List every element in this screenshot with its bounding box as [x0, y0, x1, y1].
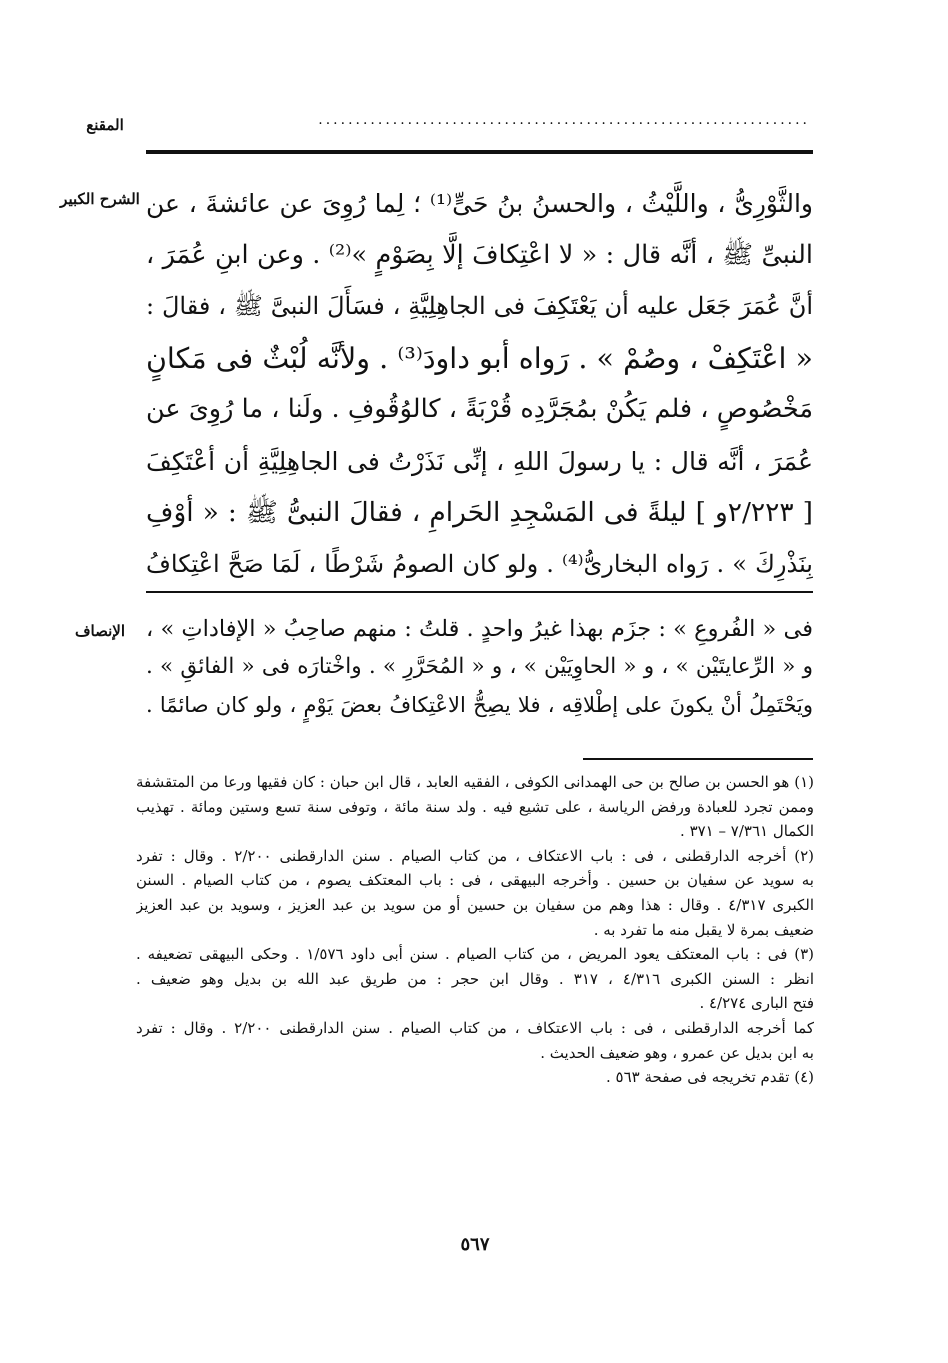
footnote-line: انظر : السنن الكبرى ٤/٣١٦ ، ٣١٧ . وقال ابن حجر : من طريق عبد الله بن بديل وهو ضعيف . [136, 969, 814, 988]
footnote-line: به ابن بديل عن عمرو ، وهو ضعيف الحديث . [540, 1043, 814, 1062]
insaf-line: و « الرِّعايتَيْن » ، و « الحاوِيَيْن » ، و « المُحَرَّرِ » . واخْتارَه فى « الفائقِ » . [146, 654, 813, 679]
footnote-line: (٢) أخرجه الدارقطنى ، فى : باب الاعتكاف ، من كتاب الصيام . سنن الدارقطنى ٢/٢٠٠ . وقال : تفرد [136, 846, 814, 865]
footnote-line: (١) هو الحسن بن صالح بن حى الهمدانى الكوفى ، الفقيه العابد ، قال ابن حبان : كان فقيها ورعا من المتقشفة [136, 773, 814, 791]
footnote-line: الكمال ٧/٣٦١ – ٣٧١ . [680, 822, 814, 841]
footnote-line: فتح البارى ٤/٢٧٤ . [699, 994, 814, 1013]
sharh-line: بِنَذْرِكَ » . رَواه البخارىُّ⁽⁴⁾ . ولو كان الصومُ شَرْطًا ، لَمَا صَحَّ اعْتِكافُ [146, 549, 813, 578]
sharh-line: عُمَرَ ، أنَّه قال : يا رسولَ اللهِ ، إنِّى نَذَرْتُ فى الجاهِلِيَّةِ أن أعْتَكِفَ [146, 446, 813, 476]
footnotes [136, 770, 814, 1090]
footnote-divider [583, 758, 813, 760]
section-divider [146, 591, 813, 593]
footnote-line: وممن تجرد للعبادة ورفض الرياسة ، على تشيع فيه . ولد سنة مائة ، وتوفى سنة تسع وستين ومائة . تهذيب [136, 797, 814, 816]
header-dot-leader: ·································································· [318, 116, 810, 132]
footnote-line: (٣) فى : باب المعتكف يعود المريض ، من كتاب الصيام . سنن أبى داود ١/٥٧٦ . وحكى البيهقى تضعيفه . [136, 945, 814, 964]
sharh-line: النبىِّ ﷺ ، أنَّه قال : « لا اعْتِكافَ إلَّا بِصَوْمٍ »⁽²⁾ . وعن ابنِ عُمَرَ ، [146, 239, 813, 270]
sharh-line: « اعْتَكِفْ ، وصُمْ » . رَواه أبو داودَ⁽³⁾ . ولأنَّه لُبْثٌ فى مَكانٍ [146, 341, 813, 375]
page-number: ٥٦٧ [460, 1234, 490, 1255]
sharh-text [146, 178, 813, 590]
sharh-line: والثَّوْرِىُّ ، واللَّيْثُ ، والحسنُ بنُ حَىٍّ⁽¹⁾ ؛ لِما رُوِىَ عن عائشةَ ، عن [146, 189, 813, 218]
side-label-sharh: الشرح الكبير [60, 190, 140, 208]
footnote-line: الكبرى ٤/٣١٧ . وقال : هذا وهم من سفيان بن حسين أو من سويد بن عبد العزيز ، وسويد بن عبد العزيز [136, 895, 814, 914]
footnote-line: به سويد عن سفيان بن حسين . وأخرجه البيهقى ، فى : باب المعتكف يصوم ، من كتاب الصيام . السنن [136, 871, 814, 890]
footnote-line: (٤) تقدم تخريجه فى صفحة ٥٦٣ . [605, 1068, 814, 1087]
footnote-line: ضعيف بمرة لا يقبل منه ما تفرد به . [593, 920, 814, 939]
sharh-line: [ ٢/٢٢٣و ] ليلةً فى المَسْجِدِ الحَرامِ ، فقالَ النبىُّ ﷺ : « أوْفِ [146, 497, 813, 528]
sharh-line: مَخْصُوصٍ ، فلم يَكُنْ بمُجَرَّدِه قُرْبَةً ، كالوُقُوفِ . ولَنا ، ما رُوِىَ عن [146, 394, 813, 424]
sharh-line: أنَّ عُمَرَ جَعَل عليه أن يَعْتَكِفَ فى الجاهِلِيَّةِ ، فسَأَلَ النبىَّ ﷺ ، فقالَ : [146, 292, 813, 320]
side-label-insaf: الإنصاف [74, 622, 126, 640]
insaf-line: ويَحْتَمِلُ أنْ يكونَ على إطْلاقِه ، فلا يصِحُّ الاعْتِكافُ بعضَ يَوْمٍ ، ولو كان صائمًا . [146, 693, 813, 717]
running-title: المقنع [86, 116, 124, 134]
insaf-line: فى « الفُروعِ » : جزَم بهذا غيرُ واحدٍ . قلتُ : منهم صاحِبُ « الإفاداتِ » ، [146, 616, 813, 642]
insaf-text [146, 610, 813, 724]
header-rule [146, 150, 813, 154]
footnote-line: كما أخرجه الدارقطنى ، فى : باب الاعتكاف ، من كتاب الصيام . سنن الدارقطنى ٢/٢٠٠ . وقال : تفرد [136, 1018, 814, 1037]
